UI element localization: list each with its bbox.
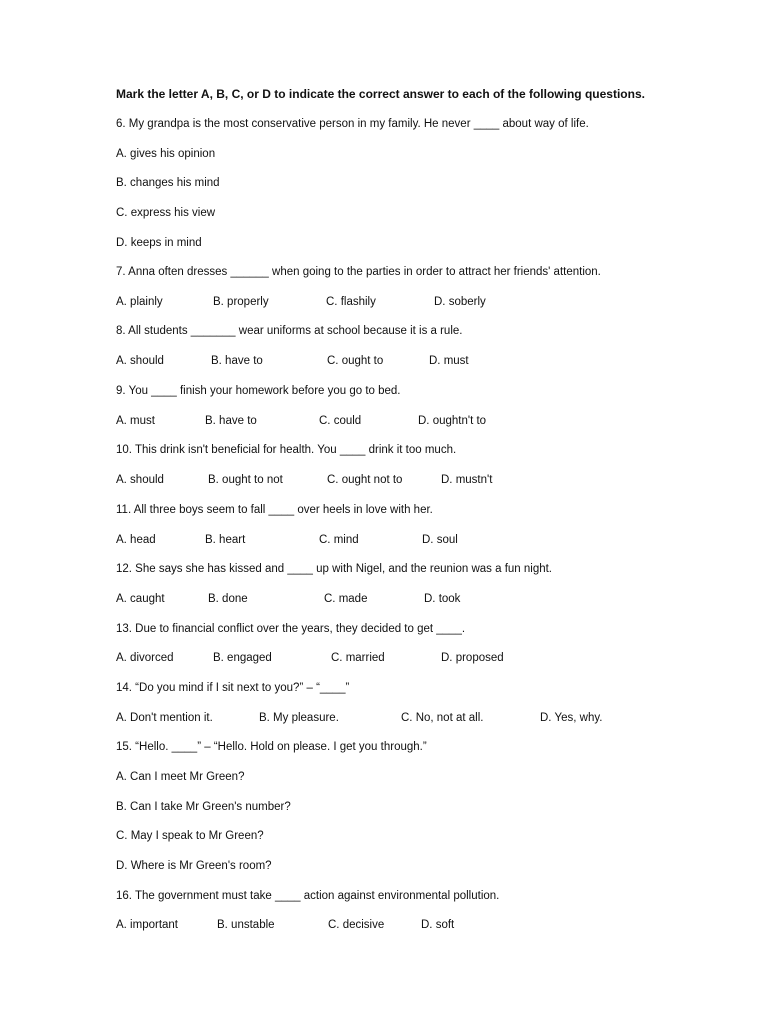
option-13a: A. divorced <box>116 652 174 664</box>
option-12b: B. done <box>208 593 248 605</box>
option-11b: B. heart <box>205 534 246 546</box>
option-14b: B. My pleasure. <box>259 712 339 724</box>
question-15: 15. “Hello. ____” – “Hello. Hold on please. I get you through.” <box>116 741 427 753</box>
option-11c: C. mind <box>319 534 359 546</box>
question-13: 13. Due to financial conflict over the years, they decided to get ____. <box>116 623 466 635</box>
option-12d: D. took <box>424 593 461 605</box>
option-9d: D. oughtn't to <box>418 415 487 427</box>
option-16d: D. soft <box>421 919 455 931</box>
option-8a: A. should <box>116 355 164 367</box>
question-10: 10. This drink isn't beneficial for health. You ____ drink it too much. <box>116 444 457 456</box>
option-15a: A. Can I meet Mr Green? <box>116 771 245 783</box>
question-14: 14. “Do you mind if I sit next to you?” – “____” <box>116 682 350 694</box>
option-6b: B. changes his mind <box>116 177 220 189</box>
option-13b: B. engaged <box>213 652 272 664</box>
option-9b: B. have to <box>205 415 257 427</box>
option-15c: C. May I speak to Mr Green? <box>116 830 264 842</box>
instruction-heading: Mark the letter A, B, C, or D to indicate the correct answer to each of the following questions. <box>116 87 645 101</box>
option-7c: C. flashily <box>326 296 376 308</box>
option-6d: D. keeps in mind <box>116 237 202 249</box>
option-13c: C. married <box>331 652 385 664</box>
question-7: 7. Anna often dresses ______ when going to the parties in order to attract her friends' attention. <box>116 266 601 278</box>
option-7b: B. properly <box>213 296 269 308</box>
option-10d: D. mustn't <box>441 474 493 486</box>
option-10a: A. should <box>116 474 164 486</box>
question-9: 9. You ____ finish your homework before you go to bed. <box>116 385 401 397</box>
option-11d: D. soul <box>422 534 458 546</box>
option-8c: C. ought to <box>327 355 384 367</box>
option-7d: D. soberly <box>434 296 486 308</box>
option-16b: B. unstable <box>217 919 275 931</box>
option-8d: D. must <box>429 355 469 367</box>
question-11: 11. All three boys seem to fall ____ over heels in love with her. <box>116 504 433 516</box>
option-14d: D. Yes, why. <box>540 712 603 724</box>
option-15d: D. Where is Mr Green's room? <box>116 860 272 872</box>
option-16a: A. important <box>116 919 178 931</box>
question-8: 8. All students _______ wear uniforms at school because it is a rule. <box>116 325 463 337</box>
option-10c: C. ought not to <box>327 474 403 486</box>
option-14a: A. Don't mention it. <box>116 712 213 724</box>
option-8b: B. have to <box>211 355 263 367</box>
option-9c: C. could <box>319 415 362 427</box>
option-12a: A. caught <box>116 593 165 605</box>
question-6: 6. My grandpa is the most conservative person in my family. He never ____ about way of life. <box>116 118 589 130</box>
option-6c: C. express his view <box>116 207 216 219</box>
question-12: 12. She says she has kissed and ____ up with Nigel, and the reunion was a fun night. <box>116 563 553 575</box>
option-13d: D. proposed <box>441 652 504 664</box>
option-7a: A. plainly <box>116 296 163 308</box>
option-14c: C. No, not at all. <box>401 712 484 724</box>
option-16c: C. decisive <box>328 919 385 931</box>
option-11a: A. head <box>116 534 156 546</box>
option-15b: B. Can I take Mr Green's number? <box>116 801 291 813</box>
question-16: 16. The government must take ____ action against environmental pollution. <box>116 890 500 902</box>
option-12c: C. made <box>324 593 368 605</box>
option-9a: A. must <box>116 415 155 427</box>
option-6a: A. gives his opinion <box>116 148 216 160</box>
option-10b: B. ought to not <box>208 474 283 486</box>
